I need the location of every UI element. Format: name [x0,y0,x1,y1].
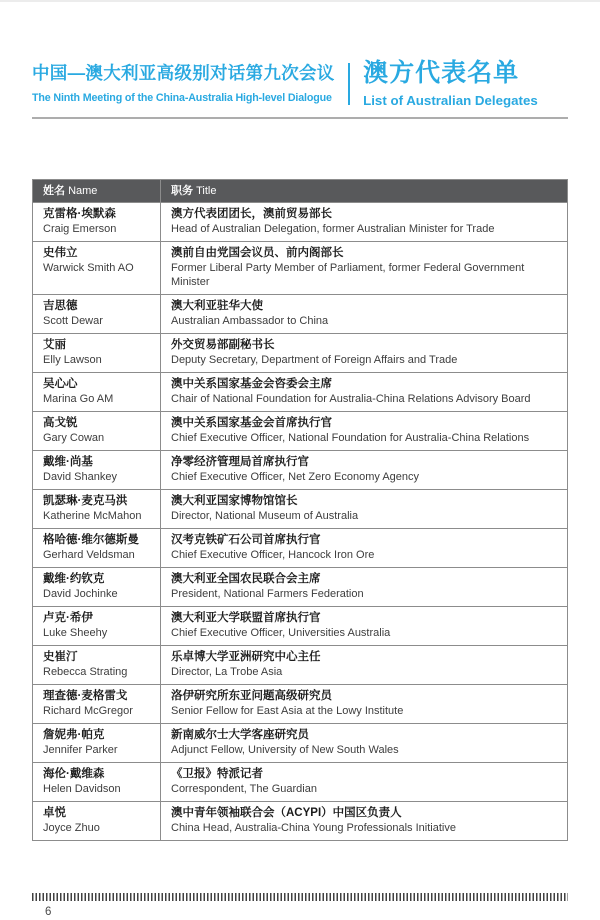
delegate-name-en: David Jochinke [43,587,118,600]
delegate-name-zh: 海伦·戴维森 [43,767,105,780]
delegate-name-zh: 格哈德·维尔德斯曼 [43,533,139,546]
delegate-name-en: Rebecca Strating [43,665,128,678]
column-header-title [161,179,568,202]
delegate-title-zh: 澳大利亚大学联盟首席执行官 [171,611,321,624]
name-cell [33,801,161,840]
delegate-name-en: Jennifer Parker [43,743,118,756]
name-cell [33,411,161,450]
meeting-title-block [32,60,335,108]
name-cell [33,333,161,372]
delegate-name-en: Craig Emerson [43,222,117,235]
table-row [33,567,568,606]
table-row [33,241,568,294]
column-header-name-en: Name [68,184,98,197]
delegate-title-en: Australian Ambassador to China [171,314,329,327]
delegate-title-en: Director, La Trobe Asia [171,665,283,678]
header-rule [32,117,568,119]
delegate-title-zh: 净零经济管理局首席执行官 [171,455,309,468]
name-cell [33,723,161,762]
table-row [33,645,568,684]
delegate-name-en: Katherine McMahon [43,509,142,522]
title-cell [161,450,568,489]
delegate-name-en: Marina Go AM [43,392,114,405]
title-cell [161,372,568,411]
delegate-title-en: Chair of National Foundation for Australia-China Relations Advisory Board [171,392,531,405]
table-row [33,723,568,762]
title-cell [161,333,568,372]
delegate-title-en: Deputy Secretary, Department of Foreign Affairs and Trade [171,353,458,366]
delegate-name-zh: 艾丽 [43,338,66,351]
delegate-title-en: Chief Executive Officer, Hancock Iron Ore [171,548,375,561]
title-cell [161,723,568,762]
meeting-title-en: The Ninth Meeting of the China-Australia High-level Dialogue [32,92,332,105]
delegate-title-zh: 洛伊研究所东亚问题高级研究员 [171,689,332,702]
name-cell [33,450,161,489]
delegate-title-en: Head of Australian Delegation, former Australian Minister for Trade [171,222,495,235]
delegate-name-en: Gerhard Veldsman [43,548,135,561]
delegate-name-zh: 理查德·麦格雷戈 [43,689,128,702]
name-cell [33,241,161,294]
delegate-name-en: Luke Sheehy [43,626,108,639]
delegate-title-zh: 《卫报》特派记者 [171,767,263,780]
delegate-name-en: Scott Dewar [43,314,103,327]
header-divider [348,63,351,105]
title-cell [161,489,568,528]
name-cell [33,528,161,567]
table-row [33,489,568,528]
delegate-name-zh: 凯瑟琳·麦克马洪 [43,494,128,507]
delegate-name-en: Richard McGregor [43,704,133,717]
title-cell [161,294,568,333]
table-row [33,528,568,567]
delegate-name-zh: 吴心心 [43,377,78,390]
delegate-name-zh: 高戈锐 [43,416,78,429]
delegate-name-zh: 吉思德 [43,299,78,312]
page-number: 6 [45,905,52,918]
delegate-title-zh: 澳大利亚国家博物馆馆长 [171,494,298,507]
delegate-name-zh: 克雷格·埃默森 [43,207,116,220]
tick-strip [32,893,568,901]
page-title-en: List of Australian Delegates [363,92,538,108]
delegate-title-en: Chief Executive Officer, Universities Australia [171,626,391,639]
delegate-title-en: Correspondent, The Guardian [171,782,317,795]
delegate-name-en: Joyce Zhuo [43,821,100,834]
delegate-name-zh: 卢克·希伊 [43,611,93,624]
delegate-name-en: Helen Davidson [43,782,121,795]
title-cell [161,528,568,567]
delegate-name-zh: 史崔汀 [43,650,78,663]
title-cell [161,241,568,294]
delegate-name-en: Warwick Smith AO [43,261,134,274]
name-cell [33,294,161,333]
delegate-name-en: David Shankey [43,470,117,483]
delegate-title-en: Senior Fellow for East Asia at the Lowy Institute [171,704,404,717]
delegate-name-zh: 戴维·尚基 [43,455,93,468]
table-row [33,450,568,489]
title-cell [161,202,568,241]
column-header-title-zh: 职务 [171,184,193,197]
delegate-title-zh: 澳大利亚驻华大使 [171,299,263,312]
table-header-row [33,179,568,202]
table-row [33,202,568,241]
delegate-name-zh: 戴维·约钦克 [43,572,105,585]
name-cell [33,489,161,528]
delegate-title-zh: 澳中关系国家基金会首席执行官 [171,416,332,429]
delegate-title-zh: 澳大利亚全国农民联合会主席 [171,572,321,585]
delegate-title-zh: 澳前自由党国会议员、前内阁部长 [171,246,344,259]
delegate-name-en: Elly Lawson [43,353,102,366]
table-row [33,294,568,333]
name-cell [33,567,161,606]
table-row [33,411,568,450]
name-cell [33,202,161,241]
title-cell [161,567,568,606]
column-header-name-zh: 姓名 [43,184,65,197]
table-row [33,762,568,801]
delegate-title-en: China Head, Australia-China Young Professionals Initiative [171,821,456,834]
page-title-block [363,60,538,108]
delegate-title-zh: 新南威尔士大学客座研究员 [171,728,309,741]
delegate-title-zh: 乐卓博大学亚洲研究中心主任 [171,650,321,663]
name-cell [33,606,161,645]
title-cell [161,801,568,840]
title-cell [161,762,568,801]
delegate-title-en: Director, National Museum of Australia [171,509,359,522]
table-row [33,333,568,372]
table-row [33,372,568,411]
delegate-title-zh: 澳中青年领袖联合会（ACYPI）中国区负责人 [171,806,402,819]
title-cell [161,684,568,723]
name-cell [33,684,161,723]
delegate-title-en: Chief Executive Officer, National Foundation for Australia-China Relations [171,431,530,444]
delegate-title-zh: 澳中关系国家基金会咨委会主席 [171,377,332,390]
delegate-title-en: Former Liberal Party Member of Parliament, former Federal Government Minister [171,261,525,288]
delegate-title-en: Chief Executive Officer, Net Zero Economy Agency [171,470,420,483]
meeting-title-zh: 中国—澳大利亚高级别对话第九次会议 [32,63,335,84]
table-row [33,801,568,840]
name-cell [33,762,161,801]
delegate-name-zh: 卓悦 [43,806,66,819]
delegates-table [32,179,568,841]
name-cell [33,645,161,684]
delegate-title-zh: 汉考克铁矿石公司首席执行官 [171,533,321,546]
title-cell [161,606,568,645]
delegate-table-body [33,202,568,840]
delegate-name-zh: 史伟立 [43,246,78,259]
name-cell [33,372,161,411]
title-cell [161,411,568,450]
column-header-name [33,179,161,202]
delegate-title-zh: 澳方代表团团长，澳前贸易部长 [171,207,332,220]
page-header [32,60,568,108]
column-header-title-en: Title [196,184,217,197]
title-cell [161,645,568,684]
delegate-title-en: President, National Farmers Federation [171,587,364,600]
delegate-name-en: Gary Cowan [43,431,105,444]
page-title-zh: 澳方代表名单 [363,59,520,87]
delegate-title-zh: 外交贸易部副秘书长 [171,338,275,351]
table-row [33,606,568,645]
delegate-title-en: Adjunct Fellow, University of New South Wales [171,743,399,756]
table-row [33,684,568,723]
delegate-name-zh: 詹妮弗·帕克 [43,728,105,741]
